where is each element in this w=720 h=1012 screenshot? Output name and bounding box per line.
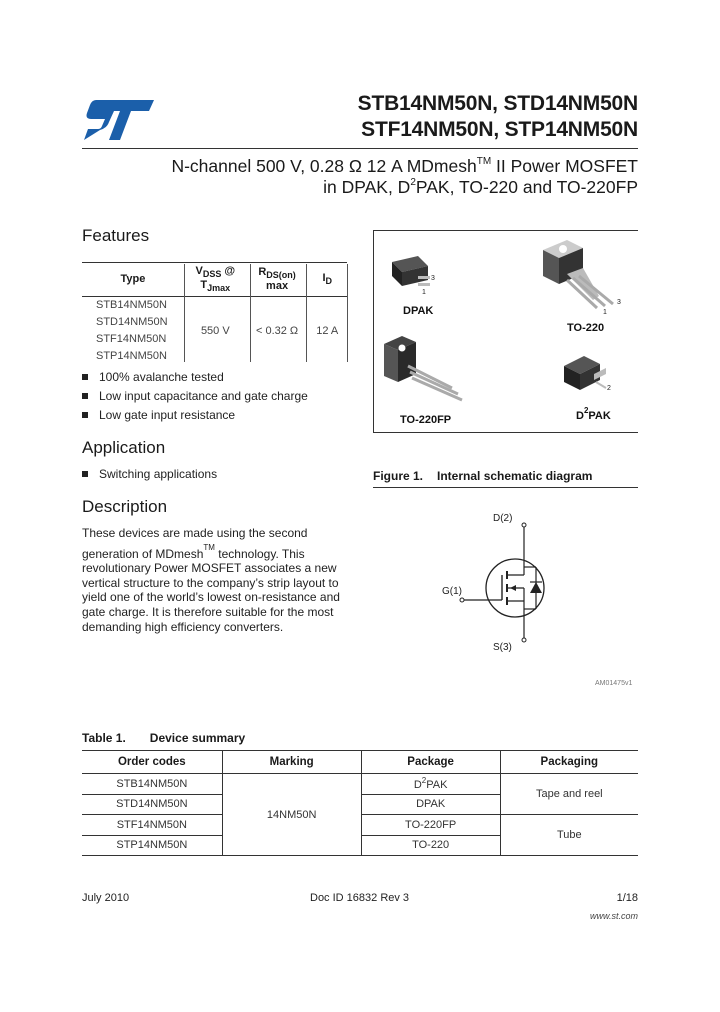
package-cell: DPAK xyxy=(361,794,500,815)
svg-text:2: 2 xyxy=(607,385,611,392)
device-summary-table xyxy=(82,750,638,856)
to220-package-image xyxy=(537,236,627,316)
vdss-value: 550 V xyxy=(200,325,230,337)
table-caption: Table 1. Device summary xyxy=(82,731,246,745)
figure-caption: Figure 1. Internal schematic diagram xyxy=(373,469,593,483)
package-cell: $D^2PAK$ xyxy=(361,774,500,795)
to220fp-package-image xyxy=(380,334,470,410)
col-type: Type xyxy=(82,262,184,297)
d2pak-label: $D^2PAK$ xyxy=(576,406,611,422)
description-heading: Description xyxy=(82,497,168,516)
subtitle-line1: N-channel 500 V, 0.28 Ω 12 A MDmesh™ II Power MOSFET xyxy=(171,156,638,176)
dpak-package-image xyxy=(388,252,438,298)
feature-bullet: 100% avalanche tested xyxy=(82,370,224,384)
to220fp-label: TO-220FP xyxy=(400,414,452,426)
part-numbers-line1: STB14NM50N, STD14NM50N xyxy=(357,92,638,115)
col-vdss: $V_{DSS}$ @ $T_{Jmax}$ xyxy=(184,262,247,297)
rds-value: < 0.32 Ω xyxy=(255,325,299,337)
packaging-cell: Tube xyxy=(500,815,638,856)
id-value: 12 A xyxy=(316,325,339,337)
packaging-cell: Tape and reel xyxy=(500,774,638,815)
features-table-vline xyxy=(184,264,185,362)
features-table-vline xyxy=(347,264,348,362)
footer-page: 1/18 xyxy=(616,892,638,904)
svg-text:1: 1 xyxy=(603,309,607,316)
svg-text:3: 3 xyxy=(617,299,621,306)
order-code-cell: STP14NM50N xyxy=(82,835,222,856)
d2pak-package-image xyxy=(560,352,612,396)
part-numbers-line2: STF14NM50N, STP14NM50N xyxy=(361,118,638,141)
svg-text:G(1): G(1) xyxy=(442,586,462,597)
type-cell: STB14NM50N STD14NM50N STF14NM50N STP14NM50N xyxy=(96,299,168,362)
features-table-vline xyxy=(250,264,251,362)
footer-doc-id: Doc ID 16832 Rev 3 xyxy=(310,892,410,904)
svg-text:D(2): D(2) xyxy=(493,513,513,524)
dpak-label: DPAK xyxy=(403,305,434,317)
svg-text:AM01475v1: AM01475v1 xyxy=(595,680,633,687)
description-text: These devices are made using the second generation of MDmesh™ technology. This revolutionary Power MOSFET associates a new vertical structure to the company’s strip layout to yield one of the world’s lowest on-resistance and gate charge. It is therefore suitable for the most demanding high efficiency converters. xyxy=(82,526,340,634)
st-logo xyxy=(82,98,156,142)
marking-cell: 14NM50N xyxy=(222,774,361,856)
header-marking: Marking xyxy=(222,751,361,774)
feature-bullet: Low gate input resistance xyxy=(82,408,235,422)
mosfet-schematic xyxy=(430,505,640,695)
col-id: $I_D$ xyxy=(307,262,347,297)
footer-url-link[interactable]: www.st.com xyxy=(589,911,638,921)
header-package: Package xyxy=(361,751,500,774)
features-table-vline xyxy=(306,264,307,362)
svg-text:1: 1 xyxy=(422,289,426,296)
col-rds: $R_{DS(on)}$ max xyxy=(247,262,308,297)
feature-bullet: Low input capacitance and gate charge xyxy=(82,389,308,403)
features-table xyxy=(82,262,347,365)
subtitle-line2: in DPAK, $D^2PAK$, TO-220 and TO-220FP xyxy=(323,177,638,197)
order-code-cell: STD14NM50N xyxy=(82,794,222,815)
order-code-cell: STF14NM50N xyxy=(82,815,222,836)
svg-text:S(3): S(3) xyxy=(493,642,512,653)
header-rule xyxy=(82,148,638,149)
package-cell: TO-220FP xyxy=(361,815,500,836)
order-code-cell: STB14NM50N xyxy=(82,774,222,795)
to220-label: TO-220 xyxy=(567,322,605,334)
package-cell: TO-220 xyxy=(361,835,500,856)
features-heading: Features xyxy=(82,226,150,245)
header-packaging: Packaging xyxy=(500,751,638,774)
svg-text:3: 3 xyxy=(431,275,435,282)
application-heading: Application xyxy=(82,438,166,457)
footer-date: July 2010 xyxy=(82,892,130,904)
application-bullet: Switching applications xyxy=(82,467,217,481)
header-order-codes: Order codes xyxy=(82,751,222,774)
